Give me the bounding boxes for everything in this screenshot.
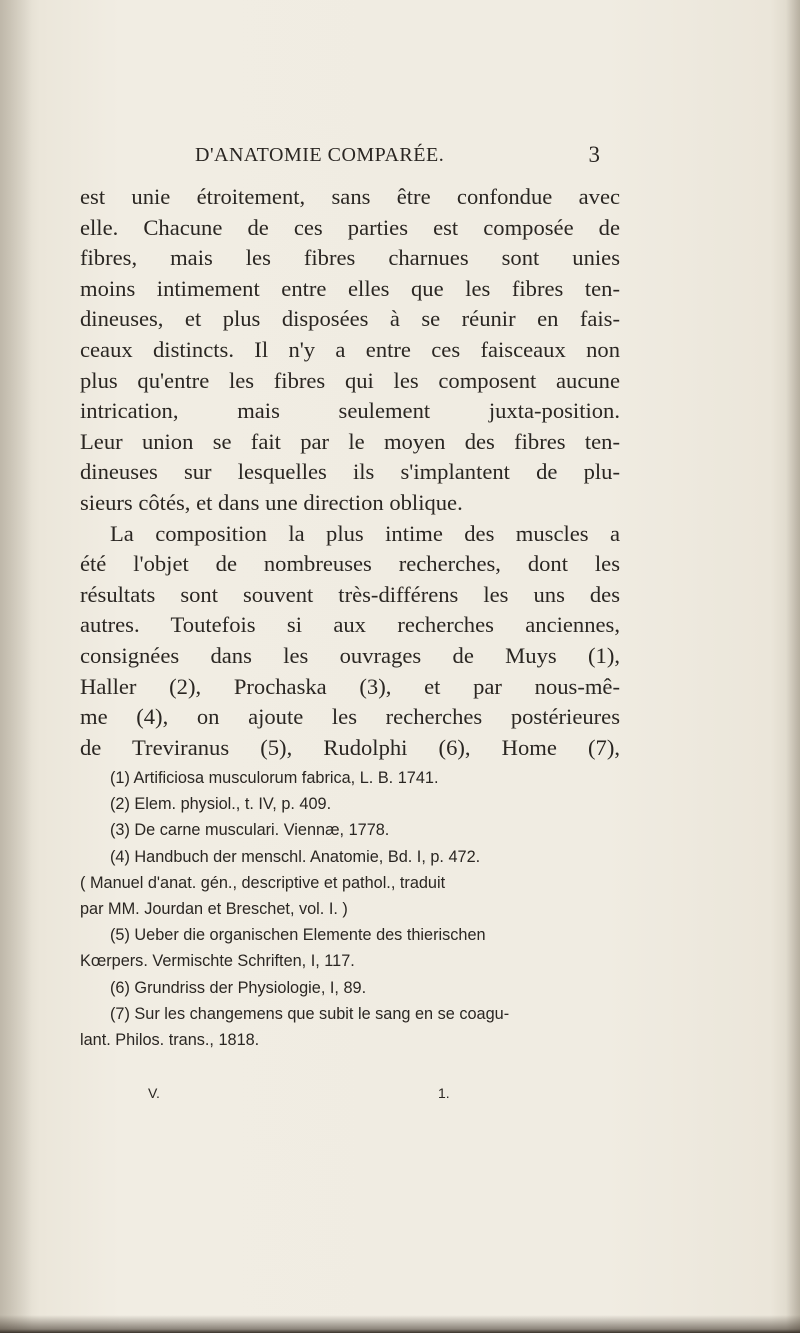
footnote-continuation: ( Manuel d'anat. gén., descriptive et pathol., traduit	[80, 873, 446, 892]
text-line: consignées dans les ouvrages de Muys (1),	[80, 642, 620, 668]
page-number: 3	[588, 142, 600, 167]
text-line: Haller (2), Prochaska (3), et par nous-mê-	[80, 673, 620, 699]
footnote: (4) Handbuch der menschl. Anatomie, Bd. I, p. 472.	[110, 847, 481, 866]
footnote: (6) Grundriss der Physiologie, I, 89.	[110, 978, 367, 997]
footnote: (2) Elem. physiol., t. IV, p. 409.	[110, 795, 332, 814]
text-line: autres. Toutefois si aux recherches anciennes,	[80, 612, 620, 638]
body-text	[80, 182, 620, 763]
text-line: est unie étroitement, sans être confondue avec	[80, 184, 620, 209]
text-line: dineuses sur lesquelles ils s'implantent de plu-	[80, 459, 620, 485]
text-line: résultats sont souvent très-différens les uns des	[80, 581, 620, 607]
text-line: sieurs côtés, et dans une direction oblique.	[80, 489, 463, 515]
text-line: été l'objet de nombreuses recherches, dont les	[80, 551, 620, 577]
signature-sheet: 1.	[438, 1085, 450, 1101]
binding-shadow	[0, 0, 32, 1333]
text-line: elle. Chacune de ces parties est composée de	[80, 214, 620, 240]
footnote-continuation: lant. Philos. trans., 1818.	[80, 1030, 260, 1049]
text-line: de Treviranus (5), Rudolphi (6), Home (7),	[80, 734, 620, 760]
text-line: moins intimement entre elles que les fibres ten-	[80, 275, 620, 301]
text-line: Leur union se fait par le moyen des fibres ten-	[80, 428, 620, 454]
page-header	[195, 144, 600, 174]
running-title: D'ANATOMIE COMPARÉE.	[195, 144, 445, 166]
text-line: me (4), on ajoute les recherches postérieures	[80, 704, 620, 730]
text-line: ceaux distincts. Il n'y a entre ces faisceaux non	[80, 336, 620, 362]
signature-volume: V.	[148, 1085, 160, 1101]
text-line: fibres, mais les fibres charnues sont unies	[80, 245, 620, 271]
page-edge	[786, 0, 800, 1333]
text-line: dineuses, et plus disposées à se réunir en fais-	[80, 306, 620, 332]
page-bottom-edge	[0, 1315, 800, 1333]
text-line: plus qu'entre les fibres qui les composent aucune	[80, 367, 620, 393]
text-line: La composition la plus intime des muscles a	[110, 520, 620, 546]
footnote: (7) Sur les changemens que subit le sang en se coagu-	[110, 1004, 510, 1023]
footnotes	[80, 765, 620, 1053]
footnote: (1) Artificiosa musculorum fabrica, L. B. 1741.	[110, 769, 439, 787]
footnote: (5) Ueber die organischen Elemente des thierischen	[110, 926, 486, 945]
footnote-continuation: Kœrpers. Vermischte Schriften, I, 117.	[80, 952, 355, 971]
footnote-continuation: par MM. Jourdan et Breschet, vol. I. )	[80, 899, 348, 918]
text-line: intrication, mais seulement juxta-position.	[80, 398, 620, 424]
footnote: (3) De carne musculari. Viennæ, 1778.	[110, 821, 390, 840]
